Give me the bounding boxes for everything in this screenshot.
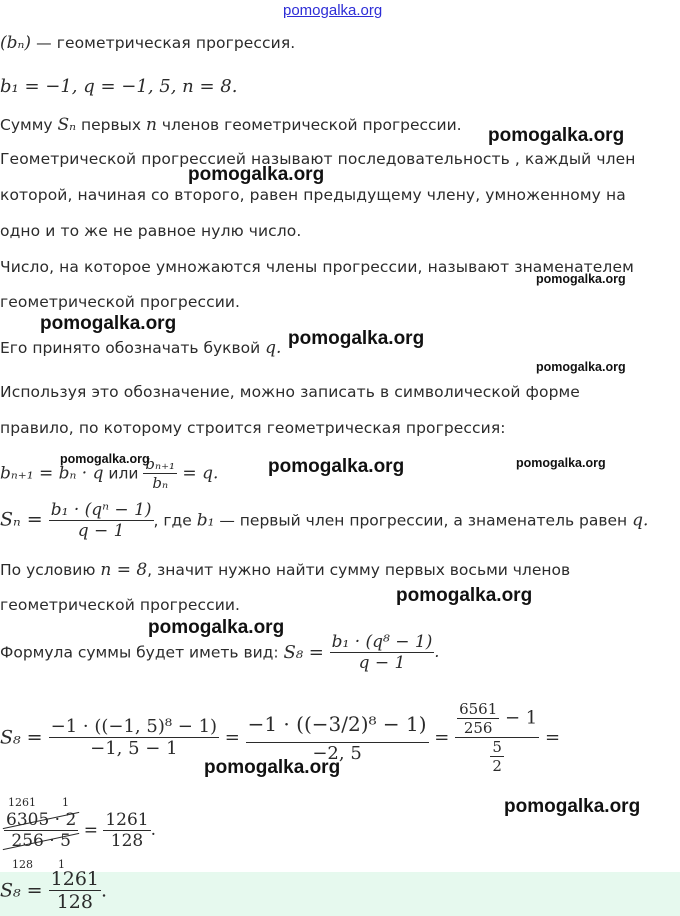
fraction-numerator: 6305 · 2 bbox=[6, 810, 77, 830]
fraction-denominator: 128 bbox=[103, 830, 150, 851]
fraction-numerator: b₁ · (qⁿ − 1) bbox=[50, 500, 152, 520]
math-dot: . bbox=[101, 879, 108, 902]
fraction-denominator: bₙ bbox=[143, 473, 177, 492]
sum-formula-line bbox=[0, 500, 648, 541]
ratio-line-2: геометрической прогрессии. bbox=[0, 293, 241, 311]
watermark: pomogalka.org bbox=[268, 456, 405, 477]
fraction-step2 bbox=[246, 712, 429, 764]
fraction-cancel bbox=[4, 810, 78, 851]
math-s8: S₈ = bbox=[0, 879, 49, 902]
minus-one: − 1 bbox=[499, 707, 538, 729]
cancel-fraction bbox=[4, 810, 156, 851]
math-eq: = bbox=[78, 820, 104, 841]
text: — первый член прогрессии, а знаменатель равен bbox=[214, 511, 633, 530]
math-q: q. bbox=[632, 510, 649, 531]
cancel-small-1-top: 1 bbox=[62, 796, 69, 809]
ratio-symbol-line bbox=[0, 338, 281, 358]
watermark: pomogalka.org bbox=[488, 125, 625, 146]
watermark: pomogalka.org bbox=[516, 456, 606, 470]
math-dot: . bbox=[434, 643, 440, 661]
inner-denominator: 2 bbox=[492, 757, 502, 775]
watermark: pomogalka.org bbox=[536, 272, 626, 286]
math-q: q. bbox=[265, 338, 282, 358]
cancel-small-1261: 1261 bbox=[8, 796, 36, 809]
inner-numerator: 6561 bbox=[459, 700, 498, 718]
fraction-numerator: 1261 bbox=[50, 868, 99, 890]
math-b1: b₁ bbox=[196, 510, 215, 531]
ratio-line-1: Число, на которое умножаются члены прогрессии, называют знаменателем bbox=[0, 258, 634, 276]
math-bn: (bₙ) bbox=[0, 33, 32, 53]
fraction-sum bbox=[49, 500, 154, 541]
math-dot: . bbox=[150, 820, 157, 840]
text: первых bbox=[76, 116, 146, 134]
text-or: или bbox=[103, 464, 144, 483]
watermark: pomogalka.org bbox=[40, 313, 177, 334]
final-answer bbox=[0, 868, 107, 913]
math-recurrence: bₙ₊₁ = bₙ · q bbox=[0, 463, 104, 484]
fraction-answer bbox=[49, 868, 101, 913]
math-sn-lhs: Sₙ = bbox=[0, 508, 49, 531]
fraction-numerator: −1 · ((−1, 5)⁸ − 1) bbox=[50, 716, 218, 737]
math-eq: = bbox=[428, 727, 456, 748]
rule-line-1: Используя это обозначение, можно записать в символической форме bbox=[0, 383, 580, 401]
condition-line-2: геометрической прогрессии. bbox=[0, 596, 241, 614]
fraction-denominator: −1, 5 − 1 bbox=[49, 737, 219, 759]
inner-fraction bbox=[490, 738, 504, 775]
text: , где bbox=[153, 511, 197, 530]
inner-numerator: 5 bbox=[492, 738, 502, 756]
math-sn: Sₙ bbox=[57, 115, 77, 135]
text: Его принято обозначать буквой bbox=[0, 339, 266, 357]
text: Формула суммы будет иметь вид: bbox=[0, 643, 284, 662]
watermark: pomogalka.org bbox=[536, 360, 626, 374]
fraction-numerator: −1 · ((−3/2)⁸ − 1) bbox=[247, 711, 427, 736]
math-s8: S₈ = bbox=[0, 726, 49, 749]
math-n8: n = 8 bbox=[100, 560, 148, 580]
rule-line-2: правило, по которому строится геометрическая прогрессия: bbox=[0, 419, 506, 437]
fraction-numerator: 1261 bbox=[105, 810, 149, 830]
watermark: pomogalka.org bbox=[396, 585, 533, 606]
inner-fraction bbox=[457, 700, 499, 737]
fraction-denominator: q − 1 bbox=[330, 652, 435, 673]
condition-line bbox=[0, 560, 570, 580]
math-n: n bbox=[145, 115, 157, 135]
watermark: pomogalka.org bbox=[188, 164, 325, 185]
watermark: pomogalka.org bbox=[204, 757, 341, 778]
text: Сумму bbox=[0, 116, 58, 134]
text: членов геометрической прогрессии. bbox=[156, 116, 462, 134]
fraction-denominator bbox=[455, 737, 539, 775]
cancel-small-128: 128 bbox=[12, 858, 33, 871]
fraction-denominator: q − 1 bbox=[49, 520, 154, 541]
fraction-s8 bbox=[330, 632, 435, 673]
cancel-small-1-bottom: 1 bbox=[58, 858, 65, 871]
math-s8: S₈ = bbox=[283, 642, 330, 663]
watermark: pomogalka.org bbox=[504, 796, 641, 817]
watermark: pomogalka.org bbox=[288, 328, 425, 349]
text: По условию bbox=[0, 561, 101, 579]
line-progression bbox=[0, 33, 295, 53]
fraction-denominator: 128 bbox=[49, 890, 101, 913]
watermark: pomogalka.org bbox=[148, 617, 285, 638]
line-given: b₁ = −1, q = −1, 5, n = 8. bbox=[0, 76, 238, 97]
fraction-numerator: bₙ₊₁ bbox=[145, 455, 176, 473]
fraction-denominator: 256 · 5 bbox=[4, 830, 78, 851]
text: , значит нужно найти сумму первых восьми членов bbox=[147, 561, 571, 579]
fraction-step1 bbox=[49, 716, 219, 759]
site-link[interactable]: pomogalka.org bbox=[283, 2, 383, 19]
definition-line-3: одно и то же не равное нулю число. bbox=[0, 222, 302, 240]
text: — геометрическая прогрессия. bbox=[31, 34, 296, 52]
definition-line-2: которой, начиная со второго, равен предыдущему члену, умноженному на bbox=[0, 186, 626, 204]
definition-line-1: Геометрической прогрессией называют последовательность , каждый член bbox=[0, 150, 636, 168]
fraction-numerator: b₁ · (q⁸ − 1) bbox=[331, 632, 433, 652]
fraction-step3 bbox=[455, 700, 539, 775]
math-eq: = bbox=[219, 727, 246, 748]
fraction-denominator: −2, 5 bbox=[246, 742, 429, 764]
math-eq: = bbox=[539, 727, 561, 748]
inner-denominator: 256 bbox=[457, 718, 499, 737]
math-eq-q: = q. bbox=[177, 463, 219, 484]
fraction-result bbox=[103, 810, 150, 851]
watermark: pomogalka.org bbox=[60, 452, 150, 466]
line-sum-task bbox=[0, 115, 462, 135]
fraction-numerator bbox=[455, 700, 539, 737]
